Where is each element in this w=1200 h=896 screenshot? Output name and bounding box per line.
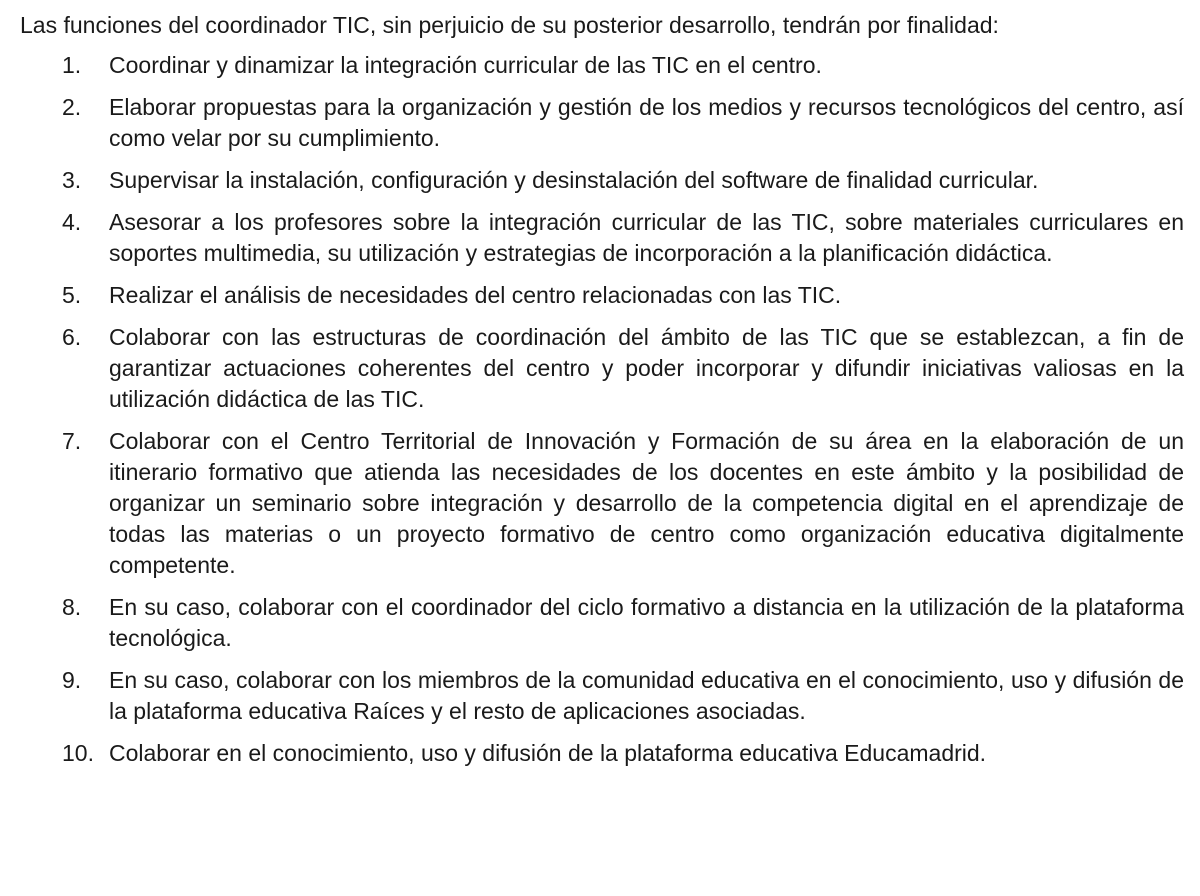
list-item-text: Coordinar y dinamizar la integración curricular de las TIC en el centro. xyxy=(109,52,822,78)
list-item xyxy=(20,426,1184,581)
list-item-number: 5. xyxy=(62,282,82,308)
list-item xyxy=(20,50,1184,81)
list-item xyxy=(20,665,1184,727)
list-item-number: 9. xyxy=(62,667,82,693)
list-item-text: Realizar el análisis de necesidades del centro relacionadas con las TIC. xyxy=(109,282,842,308)
list-item-number: 6. xyxy=(62,324,82,350)
list-item-number: 4. xyxy=(62,209,82,235)
list-item xyxy=(20,207,1184,269)
intro-paragraph: Las funciones del coordinador TIC, sin perjuicio de su posterior desarrollo, tendrán por finalidad: xyxy=(20,12,999,38)
list-item xyxy=(20,165,1184,196)
list-item-number: 10. xyxy=(62,740,94,766)
list-item-text: En su caso, colaborar con el coordinador del ciclo formativo a distancia en la utilización de la plataforma tecnológica. xyxy=(109,594,1184,651)
list-item-text: Colaborar en el conocimiento, uso y difusión de la plataforma educativa Educamadrid. xyxy=(109,740,987,766)
list-item-text: Asesorar a los profesores sobre la integración curricular de las TIC, sobre materiales curriculares en soportes multimedia, su utilización y estrategias de incorporación a la planificación didáctica. xyxy=(109,209,1184,266)
list-item-number: 1. xyxy=(62,52,82,78)
list-item xyxy=(20,280,1184,311)
functions-list xyxy=(20,50,1184,769)
list-item-number: 7. xyxy=(62,428,82,454)
list-item-number: 3. xyxy=(62,167,82,193)
list-item xyxy=(20,92,1184,154)
list-item xyxy=(20,592,1184,654)
list-item xyxy=(20,322,1184,415)
list-item-number: 2. xyxy=(62,94,82,120)
list-item-text: Colaborar con el Centro Territorial de Innovación y Formación de su área en la elaboración de un itinerario formativo que atienda las necesidades de los docentes en este ámbito y la posibilidad de organizar un seminario sobre integración y desarrollo de la competencia digital en el aprendizaje de todas las materias o un proyecto formativo de centro como organización educativa digitalmente competente. xyxy=(109,428,1184,578)
list-item xyxy=(20,738,1184,769)
list-item-text: Supervisar la instalación, configuración y desinstalación del software de finalidad curricular. xyxy=(109,167,1039,193)
list-item-number: 8. xyxy=(62,594,82,620)
list-item-text: Colaborar con las estructuras de coordinación del ámbito de las TIC que se establezcan, a fin de garantizar actuaciones coherentes del centro y poder incorporar y difundir iniciativas valiosas en la utilización didáctica de las TIC. xyxy=(109,324,1184,412)
list-item-text: Elaborar propuestas para la organización y gestión de los medios y recursos tecnológicos del centro, así como velar por su cumplimiento. xyxy=(109,94,1184,151)
list-item-text: En su caso, colaborar con los miembros de la comunidad educativa en el conocimiento, uso y difusión de la plataforma educativa Raíces y el resto de aplicaciones asociadas. xyxy=(109,667,1184,724)
